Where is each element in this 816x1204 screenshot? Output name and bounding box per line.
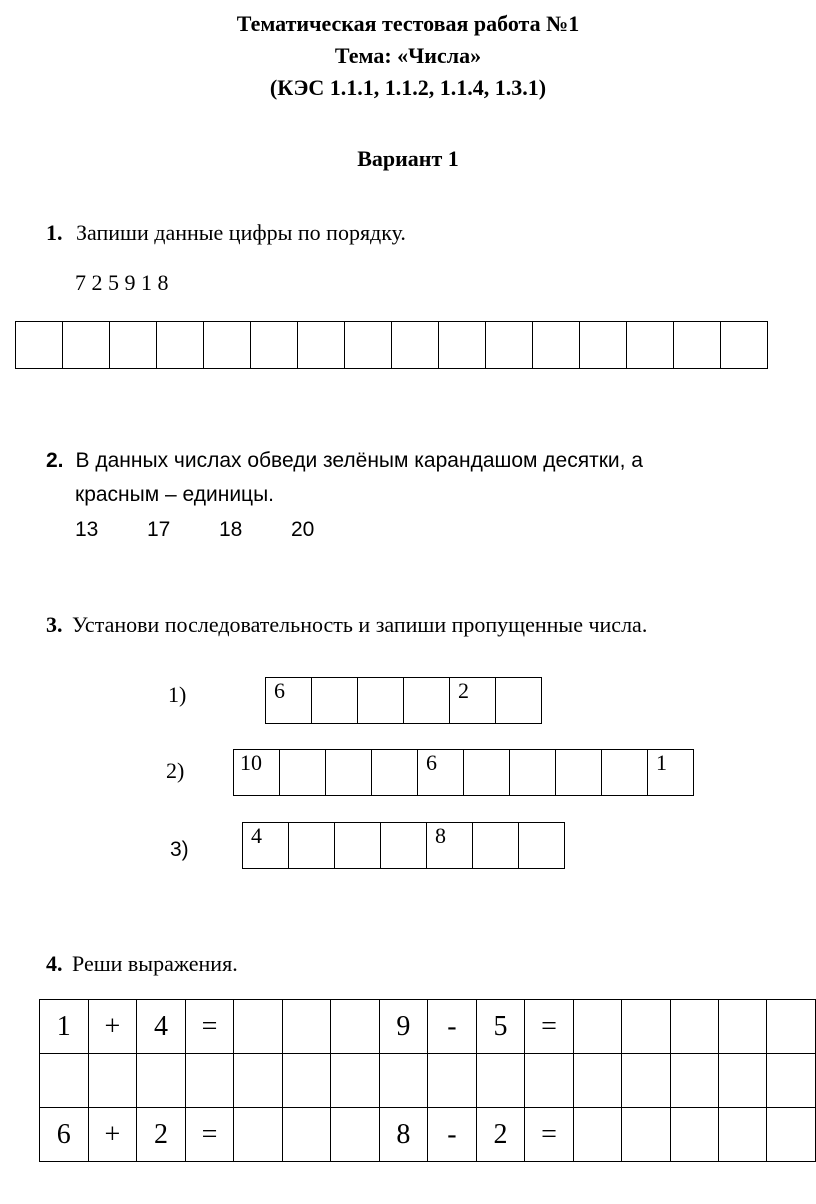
answer-cell[interactable] xyxy=(251,322,298,369)
expression-cell: 8 xyxy=(379,1108,428,1162)
sequence-cell[interactable] xyxy=(496,678,542,724)
answer-cell[interactable] xyxy=(580,322,627,369)
task2-text-line2: красным – единицы. xyxy=(75,483,275,506)
expression-cell: = xyxy=(185,1000,234,1054)
expression-cell: + xyxy=(88,1108,137,1162)
sequence-cell[interactable] xyxy=(519,823,565,869)
expression-cell: = xyxy=(525,1000,574,1054)
answer-cell[interactable] xyxy=(674,322,721,369)
answer-cell[interactable] xyxy=(721,322,768,369)
document-header xyxy=(0,8,816,104)
task2-number-item: 13 xyxy=(75,518,99,541)
task1-answer-grid xyxy=(15,321,768,369)
variant-title: Вариант 1 xyxy=(357,146,459,171)
task3-question xyxy=(46,610,647,640)
task3-row3-grid xyxy=(242,822,565,869)
document-title: Тематическая тестовая работа №1 xyxy=(236,11,580,36)
answer-cell[interactable] xyxy=(63,322,110,369)
sequence-cell: 6 xyxy=(418,750,464,796)
expression-cell[interactable] xyxy=(719,1054,767,1108)
sequence-cell: 8 xyxy=(427,823,473,869)
answer-cell[interactable] xyxy=(16,322,63,369)
sequence-cell[interactable] xyxy=(280,750,326,796)
expression-cell: 1 xyxy=(40,1000,89,1054)
task1-text: Запиши данные цифры по порядку. xyxy=(76,220,406,245)
expression-cell[interactable] xyxy=(234,1108,282,1162)
expression-cell: = xyxy=(525,1108,574,1162)
expression-cell: 5 xyxy=(476,1000,525,1054)
task3-row2-grid xyxy=(233,749,694,796)
task1-question xyxy=(46,218,406,248)
expression-cell[interactable] xyxy=(573,1000,621,1054)
expression-cell: 6 xyxy=(40,1108,89,1162)
expression-cell[interactable] xyxy=(622,1054,670,1108)
expression-cell[interactable] xyxy=(428,1054,477,1108)
task3-text: Установи последовательность и запиши пропущенные числа. xyxy=(72,612,648,637)
sequence-cell: 1 xyxy=(648,750,694,796)
expression-cell: - xyxy=(428,1108,477,1162)
expression-cell[interactable] xyxy=(234,1054,282,1108)
expression-cell: 2 xyxy=(476,1108,525,1162)
expression-cell[interactable] xyxy=(767,1108,816,1162)
expression-cell[interactable] xyxy=(670,1054,718,1108)
sequence-cell[interactable] xyxy=(289,823,335,869)
answer-cell[interactable] xyxy=(533,322,580,369)
document-codes: (КЭС 1.1.1, 1.1.2, 1.1.4, 1.3.1) xyxy=(269,75,547,100)
expression-cell[interactable] xyxy=(622,1000,670,1054)
task3-number: 3. xyxy=(46,612,63,637)
answer-cell[interactable] xyxy=(345,322,392,369)
expression-cell: - xyxy=(428,1000,477,1054)
task4-text: Реши выражения. xyxy=(72,951,238,976)
sequence-cell[interactable] xyxy=(326,750,372,796)
answer-cell[interactable] xyxy=(110,322,157,369)
expression-row xyxy=(40,1054,816,1108)
answer-cell[interactable] xyxy=(298,322,345,369)
task2-text-line1: В данных числах обведи зелёным карандашом десятки, а xyxy=(75,449,643,472)
expression-cell[interactable] xyxy=(719,1108,767,1162)
task3-row3-label: 3) xyxy=(170,838,189,861)
answer-cell[interactable] xyxy=(486,322,533,369)
expression-cell[interactable] xyxy=(331,1000,379,1054)
sequence-cell[interactable] xyxy=(312,678,358,724)
task4-number: 4. xyxy=(46,951,63,976)
sequence-cell[interactable] xyxy=(335,823,381,869)
expression-cell[interactable] xyxy=(40,1054,89,1108)
expression-cell: = xyxy=(185,1108,234,1162)
task3-row1-label: 1) xyxy=(168,682,187,707)
expression-row xyxy=(40,1108,816,1162)
answer-cell[interactable] xyxy=(204,322,251,369)
task2-number-item: 17 xyxy=(147,518,171,541)
task2-numbers xyxy=(75,518,314,542)
sequence-cell[interactable] xyxy=(473,823,519,869)
task4-expressions-grid xyxy=(39,999,816,1162)
sequence-cell[interactable] xyxy=(404,678,450,724)
expression-cell: + xyxy=(88,1000,137,1054)
expression-cell[interactable] xyxy=(282,1108,330,1162)
expression-cell[interactable] xyxy=(282,1054,330,1108)
answer-cell[interactable] xyxy=(439,322,486,369)
expression-cell[interactable] xyxy=(88,1054,137,1108)
expression-cell[interactable] xyxy=(525,1054,574,1108)
sequence-cell[interactable] xyxy=(372,750,418,796)
task4-question xyxy=(46,949,238,979)
sequence-cell[interactable] xyxy=(510,750,556,796)
sequence-cell[interactable] xyxy=(381,823,427,869)
task3-row2-label: 2) xyxy=(166,758,185,783)
task2-number-item: 20 xyxy=(291,518,315,541)
expression-cell[interactable] xyxy=(670,1000,718,1054)
expression-cell[interactable] xyxy=(282,1000,330,1054)
expression-cell[interactable] xyxy=(767,1000,816,1054)
sequence-cell[interactable] xyxy=(358,678,404,724)
task3-row1-grid xyxy=(265,677,542,724)
sequence-cell[interactable] xyxy=(464,750,510,796)
expression-cell[interactable] xyxy=(670,1108,718,1162)
expression-cell[interactable] xyxy=(137,1054,186,1108)
expression-cell[interactable] xyxy=(573,1054,621,1108)
task2-number: 2. xyxy=(46,449,64,472)
task2-question xyxy=(46,444,643,512)
document-topic: Тема: «Числа» xyxy=(334,43,482,68)
sequence-cell: 4 xyxy=(243,823,289,869)
sequence-cell: 2 xyxy=(450,678,496,724)
expression-cell[interactable] xyxy=(573,1108,621,1162)
expression-cell[interactable] xyxy=(331,1108,379,1162)
answer-cell[interactable] xyxy=(627,322,674,369)
answer-cell[interactable] xyxy=(157,322,204,369)
expression-cell: 9 xyxy=(379,1000,428,1054)
expression-cell: 2 xyxy=(137,1108,186,1162)
expression-cell[interactable] xyxy=(719,1000,767,1054)
expression-cell[interactable] xyxy=(379,1054,428,1108)
task1-number: 1. xyxy=(46,220,63,245)
task1-digits: 7 2 5 9 1 8 xyxy=(75,270,169,295)
sequence-cell: 10 xyxy=(234,750,280,796)
expression-row xyxy=(40,1000,816,1054)
expression-cell[interactable] xyxy=(185,1054,234,1108)
expression-cell: 4 xyxy=(137,1000,186,1054)
sequence-cell: 6 xyxy=(266,678,312,724)
task2-number-item: 18 xyxy=(219,518,243,541)
expression-cell[interactable] xyxy=(622,1108,670,1162)
sequence-cell[interactable] xyxy=(602,750,648,796)
answer-cell[interactable] xyxy=(392,322,439,369)
expression-cell[interactable] xyxy=(476,1054,525,1108)
expression-cell[interactable] xyxy=(767,1054,816,1108)
sequence-cell[interactable] xyxy=(556,750,602,796)
expression-cell[interactable] xyxy=(331,1054,379,1108)
expression-cell[interactable] xyxy=(234,1000,282,1054)
